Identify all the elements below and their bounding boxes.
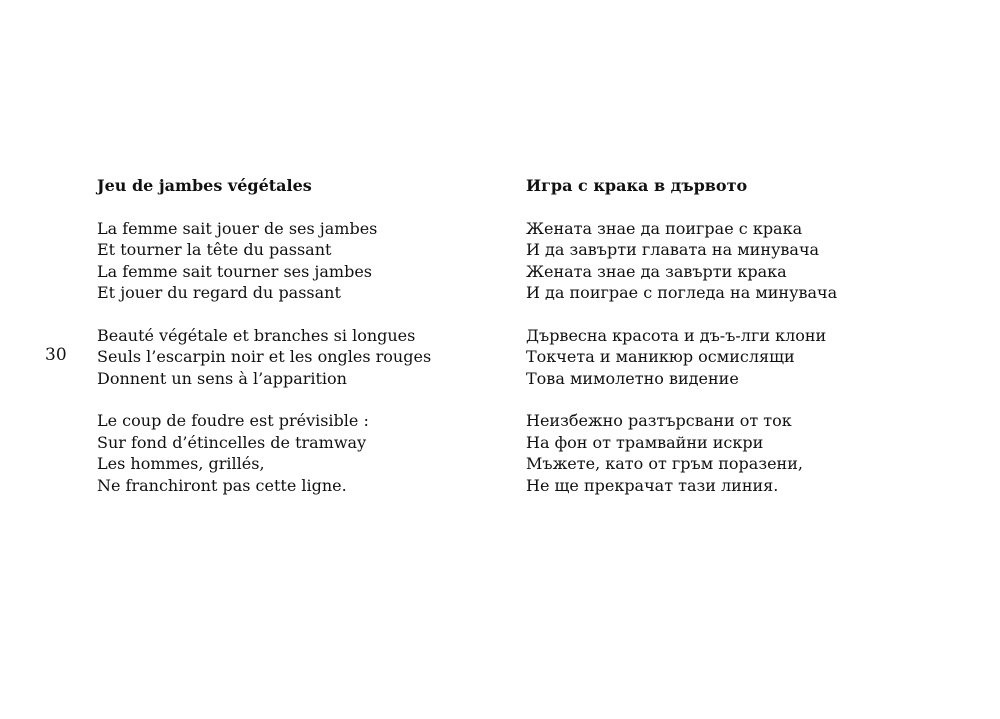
poem-line: Жената знае да поиграе с крака	[526, 218, 803, 238]
poem-line: La femme sait jouer de ses jambes	[97, 218, 378, 238]
bulgarian-poem-title: Игра с крака в дървото	[526, 176, 748, 195]
bulgarian-stanza-3	[526, 410, 946, 496]
bulgarian-stanza-2	[526, 325, 946, 389]
french-stanza-3	[97, 410, 487, 496]
poem-line: И да завърти главата на минувача	[526, 240, 820, 260]
bulgarian-stanza-1	[526, 218, 946, 304]
poem-line: Donnent un sens à l’apparition	[97, 368, 347, 388]
poem-line: Жената знае да завърти крака	[526, 261, 787, 281]
poem-line: Неизбежно разтърсвани от ток	[526, 411, 792, 431]
poem-line: Les hommes, grillés,	[97, 454, 265, 474]
poem-line: Sur fond d’étincelles de tramway	[97, 432, 367, 452]
french-poem-title: Jeu de jambes végétales	[97, 176, 312, 195]
poem-line: Мъжете, като от гръм поразени,	[526, 454, 803, 474]
poem-line: Et jouer du regard du passant	[97, 283, 341, 303]
poem-line: Токчета и маникюр осмислящи	[526, 347, 795, 367]
poem-line: На фон от трамвайни искри	[526, 432, 764, 452]
poem-line: И да поиграе с погледа на минувача	[526, 283, 838, 303]
poem-line: La femme sait tourner ses jambes	[97, 261, 373, 281]
poem-line: Дървесна красота и дъ-ъ-лги клони	[526, 325, 827, 345]
poem-line: Това мимолетно видение	[526, 368, 739, 388]
poem-line: Ne franchiront pas cette ligne.	[97, 475, 347, 495]
poem-line: Et tourner la tête du passant	[97, 240, 332, 260]
poem-line: Не ще прекрачат тази линия.	[526, 475, 779, 495]
french-stanza-2	[97, 325, 487, 389]
french-stanza-1	[97, 218, 487, 304]
french-poem	[97, 175, 487, 517]
bulgarian-poem	[526, 175, 946, 517]
page-number: 30	[45, 345, 67, 365]
poem-line: Le coup de foudre est prévisible :	[97, 411, 369, 431]
poem-line: Beauté végétale et branches si longues	[97, 325, 416, 345]
poem-line: Seuls l’escarpin noir et les ongles rouges	[97, 347, 432, 367]
